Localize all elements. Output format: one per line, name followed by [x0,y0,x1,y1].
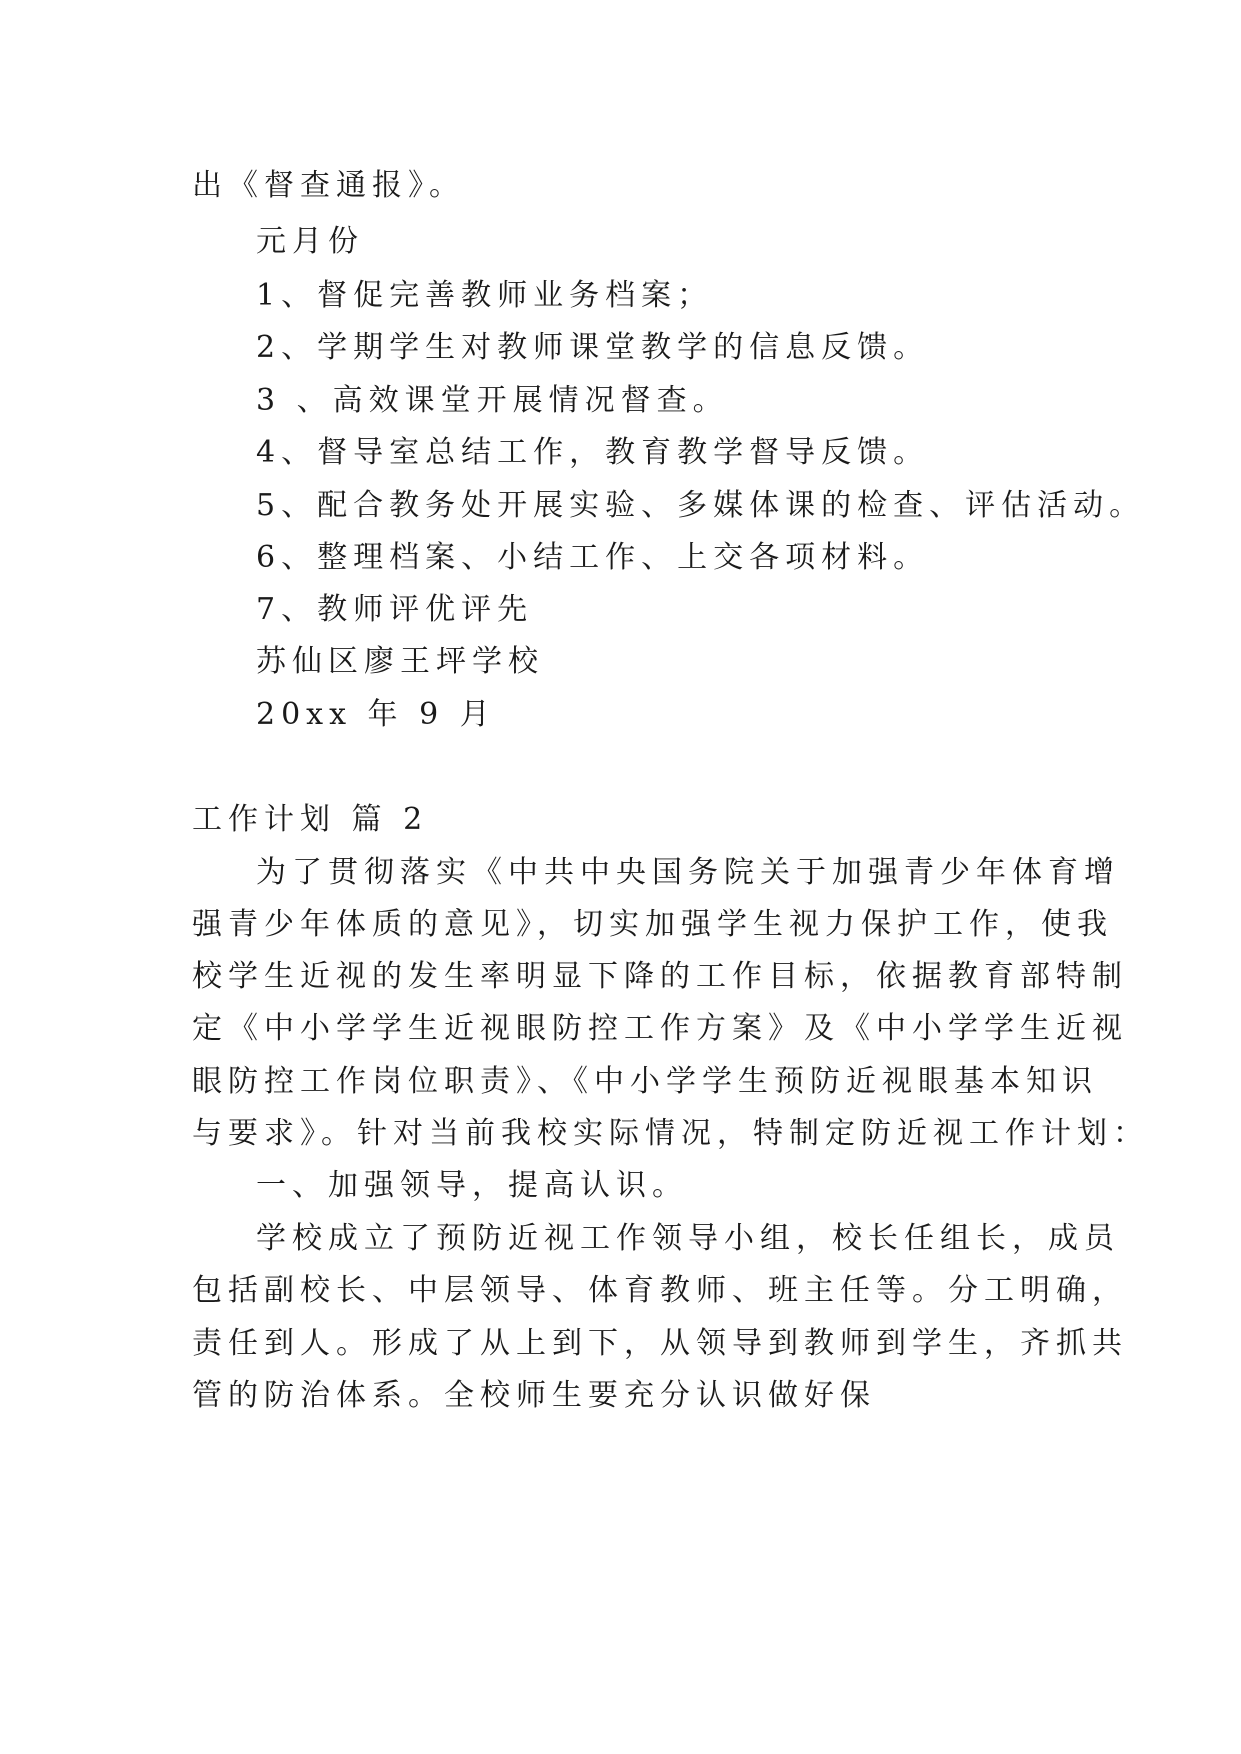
paragraph-line: 学校成立了预防近视工作领导小组，校长任组长，成员 [256,1221,1120,1256]
list-item: 4、督导室总结工作，教育教学督导反馈。 [256,435,930,470]
paragraph-line: 管的防治体系。全校师生要充分认识做好保 [192,1378,876,1413]
paragraph-line: 校学生近视的发生率明显下降的工作目标，依据教育部特制 [192,959,1128,994]
paragraph-line: 定《中小学学生近视眼防控工作方案》及《中小学学生近视 [192,1011,1128,1046]
paragraph-line: 与要求》。针对当前我校实际情况，特制定防近视工作计划： [192,1116,1149,1151]
month-label: 元月份 [256,224,364,259]
list-item: 7、教师评优评先 [256,592,534,627]
list-item: 2、学期学生对教师课堂教学的信息反馈。 [256,330,930,365]
paragraph-line: 强青少年体质的意见》，切实加强学生视力保护工作，使我 [192,907,1113,942]
paragraph-line: 责任到人。形成了从上到下，从领导到教师到学生，齐抓共 [192,1326,1128,1361]
continuation-line: 出《督查通报》。 [192,168,465,203]
paragraph-line: 包括副校长、中层领导、体育教师、班主任等。分工明确， [192,1273,1128,1308]
list-item: 6、整理档案、小结工作、上交各项材料。 [256,540,930,575]
subsection-title: 一、加强领导，提高认识。 [256,1168,688,1203]
section-heading: 工作计划 篇 2 [192,802,429,837]
paragraph-line: 眼防控工作岗位职责》、《中小学学生预防近视眼基本知识 [192,1064,1098,1099]
school-name: 苏仙区廖王坪学校 [256,644,544,679]
paragraph-line: 为了贯彻落实《中共中央国务院关于加强青少年体育增 [256,855,1120,890]
list-item: 5、配合教务处开展实验、多媒体课的检查、评估活动。 [256,488,1146,523]
document-date: 20xx 年 9 月 [256,697,496,732]
list-item: 1、督促完善教师业务档案； [256,278,714,313]
list-item: 3 、高效课堂开展情况督查。 [256,383,729,418]
